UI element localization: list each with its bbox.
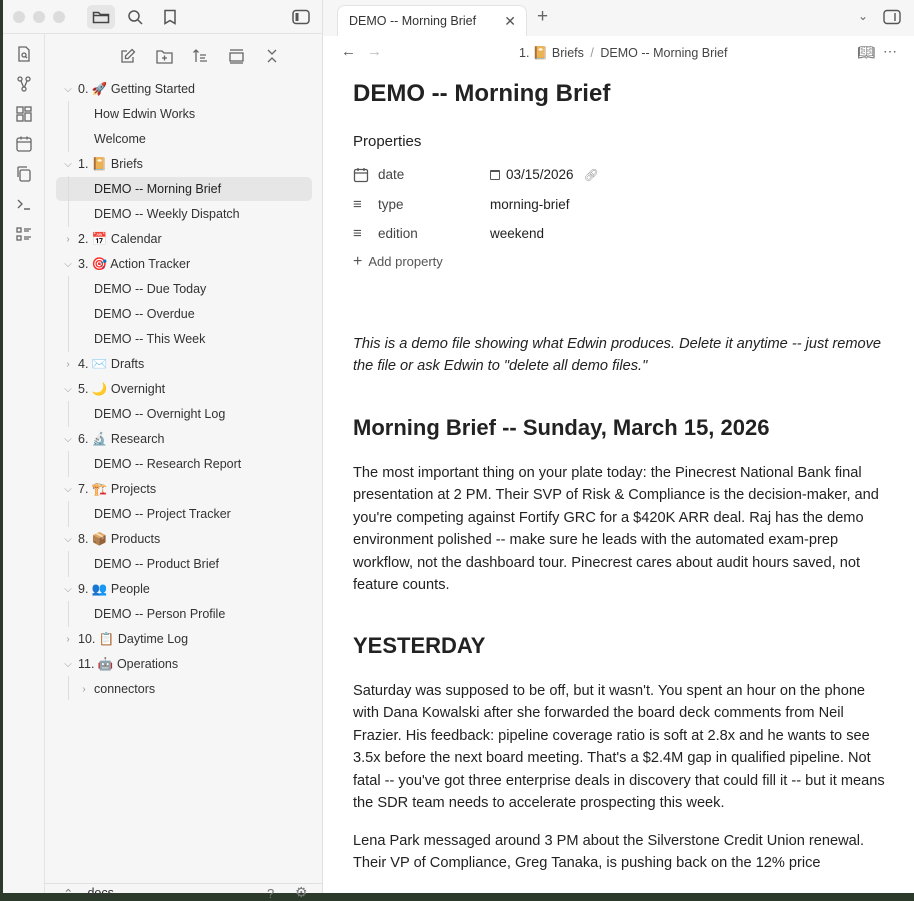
chevron-down-icon[interactable]: ⌵ <box>64 83 72 95</box>
breadcrumb-separator: / <box>590 46 594 60</box>
auto-reveal-button[interactable] <box>225 46 247 66</box>
chevron-right-icon[interactable]: › <box>66 358 70 370</box>
edit-icon <box>120 48 136 64</box>
text-lines-icon: ≡ <box>353 195 362 213</box>
properties-list <box>353 160 893 249</box>
search-file-icon[interactable] <box>15 45 33 63</box>
tree-item-label: DEMO -- Product Brief <box>94 557 220 571</box>
tree-folder[interactable] <box>56 577 312 601</box>
tree-item-label: How Edwin Works <box>94 107 196 121</box>
tree-folder[interactable] <box>56 152 312 176</box>
note-title[interactable]: DEMO -- Morning Brief <box>353 80 611 107</box>
tree-item-label: DEMO -- Morning Brief <box>94 182 222 196</box>
add-property-label: Add property <box>368 254 443 269</box>
tab-list-chevron-icon[interactable]: ⌄ <box>858 9 869 23</box>
property-key: edition <box>378 226 418 242</box>
calendar-icon <box>353 167 369 183</box>
tree-file[interactable] <box>56 302 312 326</box>
tree-item-label: 1. 📔 Briefs <box>78 156 143 171</box>
tree-item-label: 10. 📋 Daytime Log <box>78 631 189 646</box>
new-note-button[interactable] <box>117 46 139 66</box>
tree-folder[interactable] <box>56 527 312 551</box>
chevron-down-icon[interactable]: ⌵ <box>64 658 72 670</box>
tree-item-label: 5. 🌙 Overnight <box>78 381 166 396</box>
canvas-icon[interactable] <box>15 105 33 123</box>
files-tab-button[interactable] <box>87 5 115 29</box>
tab-bar <box>323 0 914 36</box>
chevron-right-icon[interactable]: › <box>66 233 70 245</box>
breadcrumb <box>519 46 727 61</box>
more-options-icon[interactable]: ⋯ <box>883 43 897 59</box>
folder-plus-icon <box>156 49 173 64</box>
forward-arrow-icon[interactable]: → <box>367 43 382 60</box>
tree-file[interactable] <box>56 402 312 426</box>
properties-heading: Properties <box>353 133 422 150</box>
vault-footer-divider <box>45 883 322 884</box>
terminal-icon[interactable] <box>15 195 33 213</box>
help-icon[interactable]: ? <box>267 886 275 901</box>
tree-item-label: DEMO -- Research Report <box>94 457 242 471</box>
copy-icon[interactable] <box>15 165 33 183</box>
new-tab-button[interactable]: + <box>537 6 549 27</box>
chevron-down-icon[interactable]: ⌵ <box>64 258 72 270</box>
left-sidebar <box>3 0 323 901</box>
new-folder-button[interactable] <box>153 46 175 66</box>
tree-folder[interactable] <box>56 227 312 251</box>
indent-guide <box>68 101 69 152</box>
breadcrumb-file[interactable]: DEMO -- Morning Brief <box>600 46 728 60</box>
tree-item-label: DEMO -- Weekly Dispatch <box>94 207 240 221</box>
tree-file[interactable] <box>56 202 312 226</box>
add-property-button[interactable] <box>353 253 893 271</box>
sidebar-right-icon <box>883 9 901 25</box>
breadcrumb-folder[interactable]: 1. 📔 Briefs <box>519 46 584 60</box>
property-value[interactable]: morning-brief <box>490 196 570 212</box>
tree-item-label: DEMO -- Overnight Log <box>94 407 226 421</box>
property-date[interactable] <box>353 160 893 190</box>
tree-file[interactable] <box>56 177 312 201</box>
chevron-down-icon[interactable]: ⌵ <box>64 158 72 170</box>
property-value[interactable]: weekend <box>490 226 545 242</box>
property-key: type <box>378 196 404 212</box>
tree-item-label: 11. 🤖 Operations <box>78 656 179 671</box>
tree-file[interactable] <box>56 452 312 476</box>
tree-item-label: 6. 🔬 Research <box>78 431 165 446</box>
reveal-icon <box>228 49 245 64</box>
tree-item-label: 3. 🎯 Action Tracker <box>78 256 191 271</box>
bookmark-icon <box>163 9 177 25</box>
tab-title: DEMO -- Morning Brief <box>349 14 477 28</box>
chevron-right-icon[interactable]: › <box>66 633 70 645</box>
text-lines-icon: ≡ <box>353 225 362 243</box>
list-icon[interactable] <box>15 225 33 243</box>
link-icon[interactable]: 🔗︎ <box>583 167 599 182</box>
app-window <box>3 0 914 901</box>
tree-file[interactable] <box>56 552 312 576</box>
tab-morning-brief[interactable] <box>337 5 527 36</box>
tree-item-label: connectors <box>94 682 156 696</box>
close-window-button[interactable] <box>13 11 25 23</box>
chevron-down-icon[interactable]: ⌵ <box>64 383 72 395</box>
tree-item-label: DEMO -- Project Tracker <box>94 507 231 521</box>
property-edition[interactable] <box>353 219 893 249</box>
tree-folder[interactable] <box>56 377 312 401</box>
paragraph-top-priority: The most important thing on your plate today: the Pinecrest National Bank final presentation at 2 PM. Their SVP of Risk & Compliance is the decision-maker, and you're competing against Fortify GRC for a $420K ARR deal. Raj has the demo environment polished -- make sure he leads with the automated exam-prep workflow, not the dashboard tour. Pinecrest cares about audit hours saved, not feature counts. <box>353 464 879 593</box>
property-value[interactable]: 03/15/2026 <box>506 167 574 183</box>
property-type[interactable] <box>353 190 893 220</box>
tree-file[interactable] <box>56 502 312 526</box>
indent-guide <box>68 501 69 527</box>
close-tab-icon[interactable]: ✕ <box>504 12 516 29</box>
chevron-down-icon[interactable]: ⌵ <box>64 533 72 545</box>
paragraph-yesterday: Saturday was supposed to be off, but it wasn't. You spent an hour on the phone with Dana Kowalski after she forwarded the board deck comments from Neil Frazier. His feedback: pipeline coverage ratio is soft at 2.8x and he wants to see 3.5x before the next board meeting. That's a $2.4M gap in qualified pipeline. Not fatal -- you've got three enterprise deals in discovery that could fill it -- but it means the SDR team needs to accelerate prospecting this week. <box>353 682 885 811</box>
folder-icon <box>92 9 110 25</box>
tree-file[interactable] <box>56 127 312 151</box>
tree-file[interactable] <box>56 277 312 301</box>
tree-item-label: 9. 👥 People <box>78 581 150 596</box>
indent-guide <box>68 551 69 577</box>
ribbon <box>3 34 45 893</box>
tree-item-label: 8. 📦 Products <box>78 531 161 546</box>
vault-name: docs <box>87 886 114 900</box>
tree-folder[interactable] <box>56 77 312 101</box>
plus-icon: + <box>353 252 363 270</box>
reading-view-book-icon[interactable]: 📖︎ <box>857 44 875 60</box>
tree-item-label: DEMO -- Person Profile <box>94 607 226 621</box>
chevron-up-icon: ⌃ <box>63 887 74 901</box>
view-header <box>323 36 914 70</box>
paragraph-silverstone: Lena Park messaged around 3 PM about the Silverstone Credit Union renewal. Their VP of Compliance, Greg Tanaka, is pushing back on the 12% price <box>353 832 865 871</box>
tree-item-label: 4. ✉️ Drafts <box>78 356 145 371</box>
indent-guide <box>68 601 69 627</box>
settings-gear-icon[interactable]: ⚙ <box>295 884 308 900</box>
search-icon <box>127 9 143 25</box>
indent-guide <box>68 401 69 427</box>
indent-guide <box>68 176 69 227</box>
tree-folder[interactable] <box>56 677 312 701</box>
tree-item-label: DEMO -- Overdue <box>94 307 195 321</box>
heading-yesterday: YESTERDAY <box>353 632 486 658</box>
back-arrow-icon[interactable]: ← <box>341 43 356 60</box>
tree-item-label: 2. 📅 Calendar <box>78 231 162 246</box>
sort-button[interactable] <box>189 46 211 66</box>
zoom-window-button[interactable] <box>53 11 65 23</box>
sidebar-header <box>3 0 323 34</box>
tree-item-label: 7. 🏗️ Projects <box>78 481 157 496</box>
tree-item-label: 0. 🚀 Getting Started <box>78 81 196 96</box>
tree-folder[interactable] <box>56 252 312 276</box>
tree-folder[interactable] <box>56 627 312 651</box>
chevron-down-icon[interactable]: ⌵ <box>64 583 72 595</box>
tree-folder[interactable] <box>56 352 312 376</box>
calendar-icon[interactable] <box>15 135 33 153</box>
heading-morning-brief: Morning Brief -- Sunday, March 15, 2026 <box>353 414 770 440</box>
bookmarks-tab-button[interactable] <box>156 5 184 29</box>
tree-item-label: DEMO -- Due Today <box>94 282 207 296</box>
note-content <box>353 80 893 875</box>
tree-item-label: DEMO -- This Week <box>94 332 206 346</box>
collapse-all-button[interactable] <box>261 46 283 66</box>
file-explorer <box>45 34 322 901</box>
toggle-sidebar-button[interactable] <box>287 5 315 29</box>
minimize-window-button[interactable] <box>33 11 45 23</box>
sidebar-left-icon <box>292 9 310 25</box>
date-icon <box>490 170 500 180</box>
collapse-icon <box>265 48 279 64</box>
tree-file[interactable] <box>56 327 312 351</box>
indent-guide <box>68 451 69 477</box>
tree-file[interactable] <box>56 102 312 126</box>
sort-icon <box>192 48 208 64</box>
tree-folder[interactable] <box>56 652 312 676</box>
intro-paragraph: This is a demo file showing what Edwin produces. Delete it anytime -- just remove the file or ask Edwin to "delete all demo files." <box>353 335 882 374</box>
file-explorer-toolbar <box>117 46 283 66</box>
property-key: date <box>378 167 405 183</box>
chevron-down-icon[interactable]: ⌵ <box>64 483 72 495</box>
indent-guide <box>68 276 69 352</box>
chevron-down-icon[interactable]: ⌵ <box>64 433 72 445</box>
graph-icon[interactable] <box>15 75 33 93</box>
vault-switcher[interactable] <box>63 886 114 901</box>
tree-file[interactable] <box>56 602 312 626</box>
tree-item-label: Welcome <box>94 132 146 146</box>
toggle-right-sidebar-button[interactable] <box>883 9 901 30</box>
tree-folder[interactable] <box>56 477 312 501</box>
search-tab-button[interactable] <box>121 5 149 29</box>
editor-pane <box>323 0 914 893</box>
indent-guide <box>68 676 69 700</box>
tree-folder[interactable] <box>56 427 312 451</box>
chevron-right-icon[interactable]: › <box>82 683 86 695</box>
